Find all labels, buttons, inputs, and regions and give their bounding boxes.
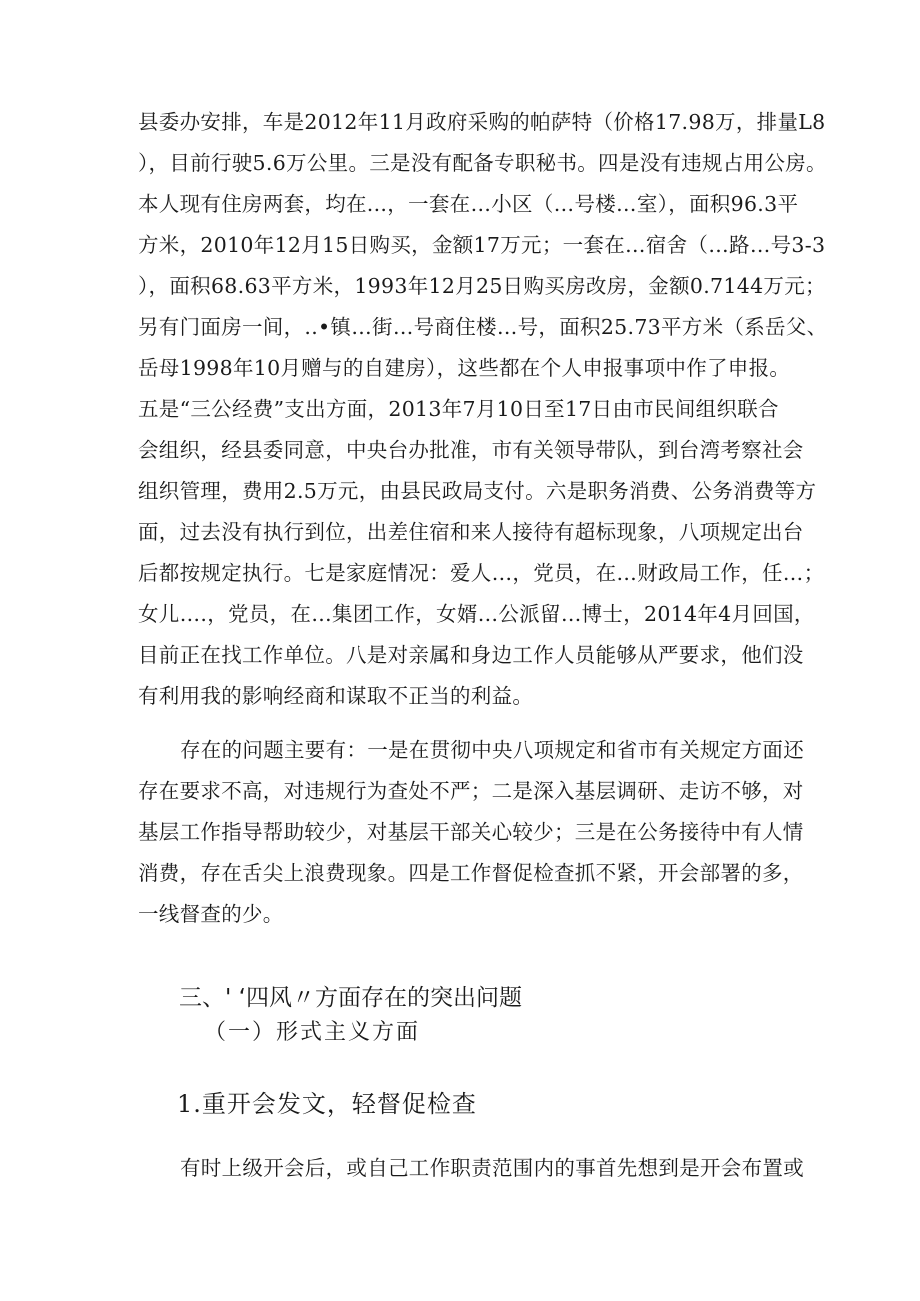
sub-heading: （一）形式主义方面 <box>204 1020 421 1045</box>
paragraph1-line-14: 目前正在找工作单位。八是对亲属和身边工作人员能够从严要求，他们没 <box>138 643 804 667</box>
paragraph2-line-5: 一线督查的少。 <box>138 902 284 926</box>
paragraph2-line-1: 存在的问题主要有：一是在贯彻中央八项规定和省市有关规定方面还 <box>180 738 804 762</box>
paragraph1-line-12: 后都按规定执行。七是家庭情况：爱人…，党员，在…财政局工作，任…； <box>138 561 825 585</box>
paragraph1-line-3: 本人现有住房两套，均在...，一套在…小区（…号楼…室），面积96.3平 <box>138 192 799 216</box>
paragraph1-line-11: 面，过去没有执行到位，出差住宿和来人接待有超标现象，八项规定出台 <box>138 520 804 544</box>
paragraph1-line-1: 县委办安排，车是2012年11月政府采购的帕萨特（价格17.98万，排量L8 <box>138 110 826 134</box>
paragraph1-line-2: ），目前行驶5.6万公里。三是没有配备专职秘书。四是没有违规占用公房。 <box>138 151 827 175</box>
paragraph1-line-13: 女儿….，党员，在…集团工作，女婿…公派留…博士，2014年4月回国， <box>138 602 815 626</box>
paragraph2-line-2: 存在要求不高，对违规行为查处不严；二是深入基层调研、走访不够，对 <box>138 779 804 803</box>
section-heading: 三、' ‘四风〃方面存在的突出问题 <box>179 985 522 1011</box>
paragraph1-line-10: 组织管理，费用2.5万元，由县民政局支付。六是职务消费、公务消费等方 <box>138 479 817 503</box>
item-heading: 1.重开会发文，轻督促检查 <box>177 1090 477 1118</box>
paragraph1-line-4: 方米，2010年12月15日购买，金额17万元；一套在…宿舍（…路…号3-3 <box>138 233 826 257</box>
paragraph2-line-3: 基层工作指导帮助较少，对基层干部关心较少；三是在公务接待中有人情 <box>138 820 804 844</box>
paragraph1-line-6: 另有门面房一间，..•镇…街…号商住楼…号，面积25.73平方米（系岳父、 <box>138 315 828 339</box>
paragraph1-line-8: 五是“三公经费”支出方面，2013年7月10日至17日由市民间组织联合 <box>138 397 779 421</box>
paragraph1-line-7: 岳母1998年10月赠与的自建房），这些都在个人申报事项中作了申报。 <box>138 356 791 380</box>
paragraph1-line-5: ），面积68.63平方米，1993年12月25日购买房改房，金额0.7144万元； <box>138 274 826 298</box>
paragraph1-line-15: 有利用我的影响经商和谋取不正当的利益。 <box>138 684 534 708</box>
paragraph3-line-1: 有时上级开会后，或自己工作职责范围内的事首先想到是开会布置或 <box>180 1156 804 1180</box>
paragraph2-line-4: 消费，存在舌尖上浪费现象。四是工作督促检查抓不紧，开会部署的多， <box>138 861 804 885</box>
paragraph1-line-9: 会组织，经县委同意，中央台办批准，市有关领导带队，到台湾考察社会 <box>138 438 804 462</box>
